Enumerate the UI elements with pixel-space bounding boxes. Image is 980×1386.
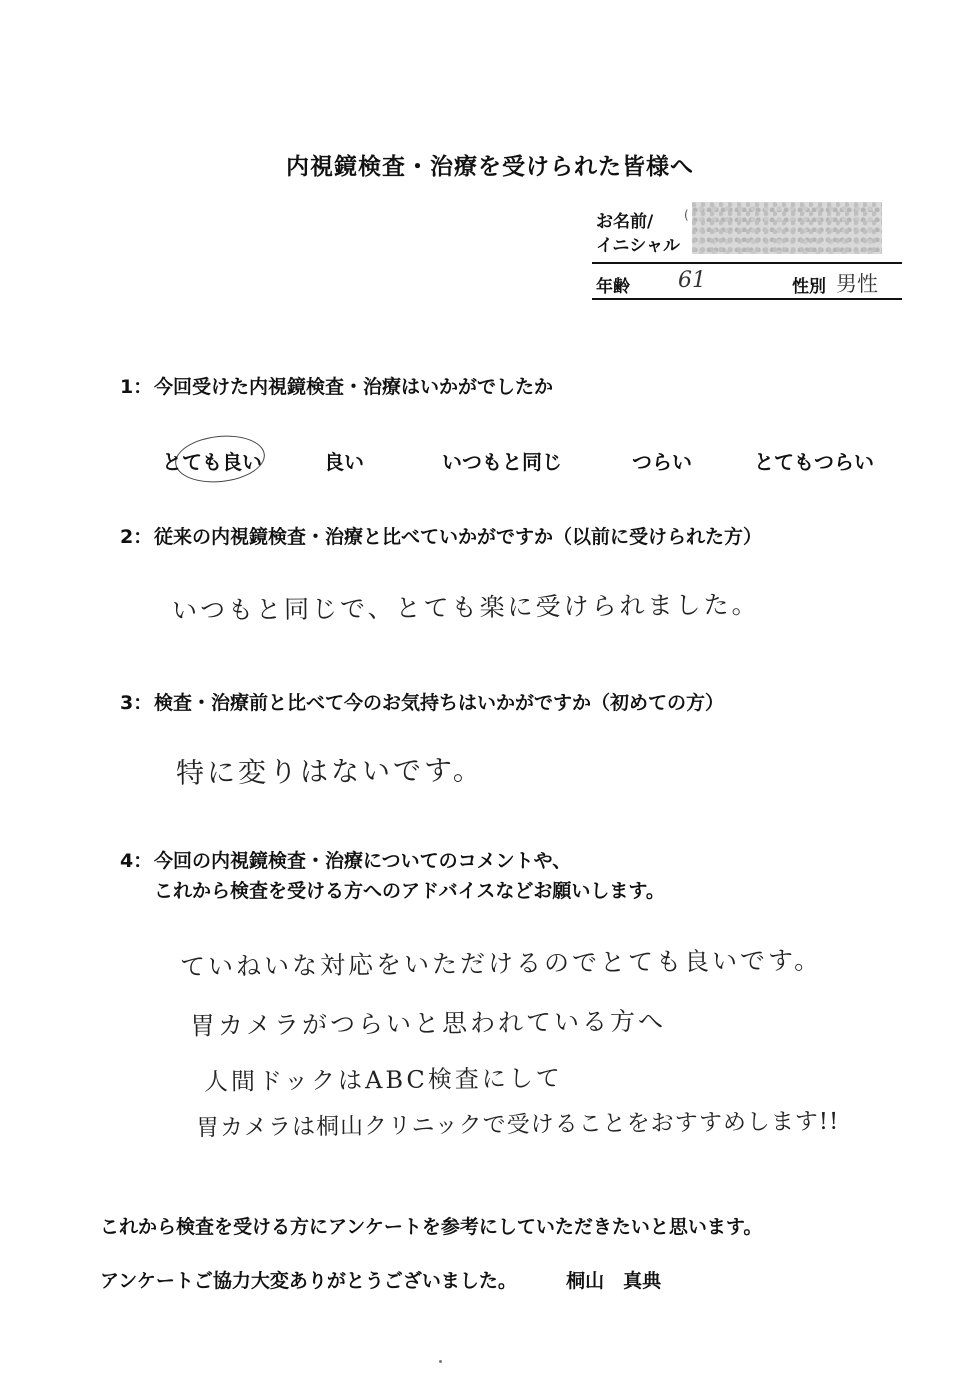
option-hard[interactable]: つらい	[632, 450, 692, 474]
question-text: 検査・治療前と比べて今のお気持ちはいかがですか（初めての方）	[154, 692, 725, 714]
question-1	[120, 372, 553, 402]
handwritten-tick-mark: (	[684, 208, 689, 222]
question-text-line1: 今回の内視鏡検査・治療についてのコメントや、	[154, 850, 572, 872]
name-label	[596, 210, 680, 258]
question-3	[120, 688, 724, 718]
closing-line-1: これから検査を受ける方にアンケートを参考にしていただきたいと思います。	[100, 1216, 763, 1238]
thanks-text: アンケートご協力大変ありがとうございました。	[100, 1270, 517, 1292]
question-text: 今回受けた内視鏡検査・治療はいかがでしたか	[154, 376, 554, 398]
scan-speck	[439, 1360, 442, 1363]
option-same-as-usual[interactable]: いつもと同じ	[442, 450, 562, 474]
sex-label: 性別	[792, 277, 826, 297]
question-2	[120, 522, 762, 552]
sex-value: 男性	[836, 272, 878, 296]
q3-handwritten-answer: 特に変りはないです。	[175, 753, 484, 790]
question-number: 1：	[120, 376, 153, 398]
question-text: 従来の内視鏡検査・治療と比べていかがですか（以前に受けられた方）	[154, 526, 763, 548]
q1-options	[0, 446, 980, 480]
q2-handwritten-answer: いつもと同じで、とても楽に受けられました。	[171, 589, 760, 626]
question-number: 4：	[120, 850, 153, 872]
name-label-line1: お名前/	[596, 212, 654, 232]
age-label: 年齢	[596, 277, 630, 297]
divider-line	[592, 298, 902, 300]
q4-answer-line-1: ていねいな対応をいただけるのでとても良いです。	[179, 945, 823, 982]
signature: 桐山 真典	[566, 1270, 662, 1292]
q4-answer-line-4: 胃カメラは桐山クリニックで受けることをおすすめします!!	[195, 1108, 840, 1142]
closing-line-2	[100, 1266, 661, 1293]
q4-answer-line-3: 人間ドックはABC検査にして	[203, 1064, 563, 1096]
respondent-info	[592, 200, 902, 300]
divider-line	[592, 262, 902, 264]
question-number: 2：	[120, 526, 153, 548]
option-very-good[interactable]: とても良い	[162, 450, 262, 474]
age-value: 61	[678, 268, 706, 293]
question-number: 3：	[120, 692, 153, 714]
question-4	[120, 846, 665, 906]
question-text-line2: これから検査を受ける方へのアドバイスなどお願いします。	[154, 880, 665, 902]
redacted-name-block	[692, 202, 882, 254]
q4-answer-line-2: 胃カメラがつらいと思われている方へ	[189, 1006, 667, 1041]
page-title: 内視鏡検査・治療を受けられた皆様へ	[286, 154, 694, 180]
option-very-hard[interactable]: とてもつらい	[754, 450, 874, 474]
name-label-line2: イニシャル	[596, 236, 680, 256]
option-good[interactable]: 良い	[324, 450, 364, 474]
